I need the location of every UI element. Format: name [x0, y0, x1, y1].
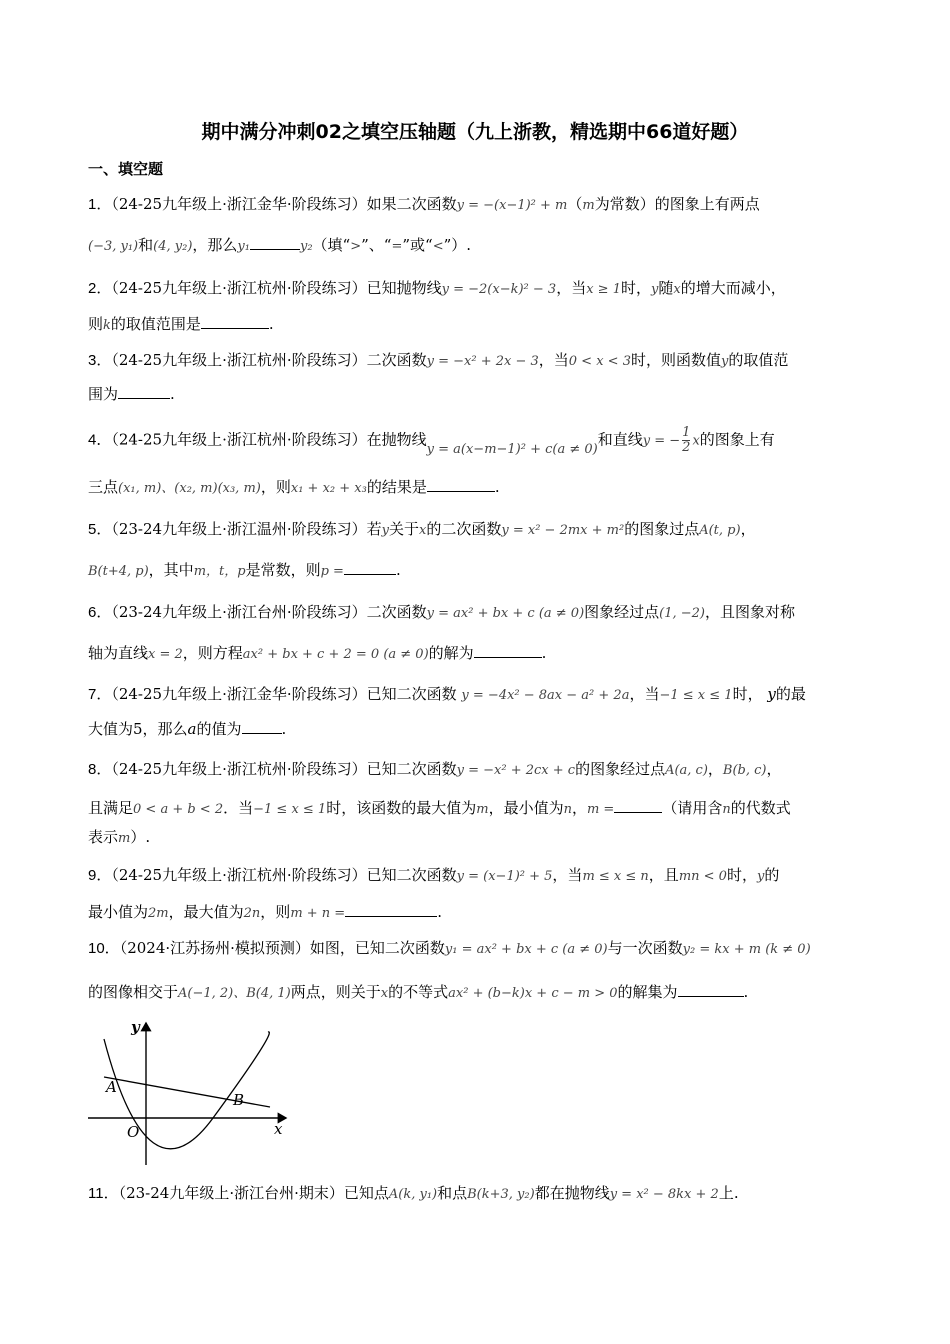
text: ，则 — [260, 903, 291, 921]
question-source: （24-25九年级上·浙江杭州·阶段练习） — [111, 430, 367, 449]
text: 已知抛物线 — [366, 279, 442, 297]
text: 时，该函数的最大值为 — [326, 799, 477, 817]
question-6-line-2 — [88, 641, 868, 667]
formula: = — [391, 239, 403, 254]
question-source: （23-24九年级上·浙江台州·阶段练习） — [111, 603, 367, 621]
text: ，当 — [556, 279, 587, 297]
question-source: （24-25九年级上·浙江杭州·阶段练习） — [111, 760, 367, 778]
question-number: 7． — [88, 686, 112, 703]
text: 的图像相交于 — [88, 983, 179, 1001]
text: 三点 — [88, 478, 119, 496]
formula: A(−1, 2)、B(4, 1) — [178, 986, 291, 1001]
formula: m + n = — [290, 906, 346, 921]
question-source: （2024·江苏扬州·模拟预测） — [119, 939, 310, 957]
text: 如图，已知二次函数 — [309, 939, 445, 957]
formula: 2n — [243, 906, 261, 921]
question-source: （24-25九年级上·浙江金华·阶段练习） — [111, 685, 367, 703]
answer-blank — [614, 798, 662, 813]
answer-blank — [678, 982, 744, 997]
formula: m — [476, 802, 489, 817]
text: （请用含 — [662, 799, 723, 817]
formula: y — [721, 354, 729, 369]
formula: y₂ — [299, 239, 313, 254]
formula: y = x² − 8kx + 2 — [609, 1187, 719, 1202]
formula: 0 < a + b < 2 — [133, 802, 224, 817]
x-axis-label: x — [274, 1120, 283, 1138]
formula: mn < 0 — [678, 869, 727, 884]
text: 的图象过点 — [624, 520, 700, 538]
formula: y = (x−1)² + 5 — [456, 869, 553, 884]
formula: m — [582, 198, 595, 213]
text: 的增大而减小， — [680, 279, 786, 297]
text: 已知二次函数 — [366, 760, 457, 778]
formula: A(a, c) — [665, 763, 708, 778]
answer-blank — [474, 643, 542, 658]
question-number: 1． — [88, 196, 112, 213]
formula: > — [350, 239, 362, 254]
question-7-line-2 — [88, 717, 868, 741]
text: 已知二次函数 — [366, 866, 457, 884]
text: 且满足 — [88, 799, 134, 817]
text: ，那么 — [192, 236, 238, 254]
text: ，当 — [552, 866, 583, 884]
question-8-line-2 — [88, 796, 868, 822]
formula: B(b, c) — [722, 763, 767, 778]
text: 的 — [764, 866, 780, 884]
text: （ — [567, 195, 583, 213]
formula: y — [381, 523, 389, 538]
question-2-line-1 — [88, 276, 868, 302]
question-7-line-1 — [88, 682, 868, 708]
formula: x — [380, 986, 389, 1001]
text: 图象经过点 — [584, 603, 660, 621]
text: 的解为 — [428, 644, 474, 662]
text: 两点，则关于 — [290, 983, 381, 1001]
question-source: （24-25九年级上·浙江杭州·阶段练习） — [111, 351, 367, 369]
text: . — [541, 644, 547, 662]
text: ， — [707, 760, 723, 778]
text: 已知二次函数 — [366, 685, 457, 703]
question-source: （24-25九年级上·浙江杭州·阶段练习） — [111, 279, 367, 297]
question-number: 9． — [88, 867, 112, 884]
question-10-line-2 — [88, 980, 868, 1006]
question-source: （23-24九年级上·浙江台州·期末） — [118, 1184, 344, 1202]
formula: B(t+4, p) — [88, 564, 149, 579]
text: 的图象上有 — [699, 430, 775, 449]
question-source: （23-24九年级上·浙江温州·阶段练习） — [111, 520, 367, 538]
text: ， — [571, 799, 587, 817]
formula: n — [722, 802, 731, 817]
formula: x₁ + x₂ + x₃ — [290, 481, 367, 496]
formula: y = −x² + 2x − 3 — [426, 354, 539, 369]
question-number: 11． — [88, 1185, 119, 1202]
text: 最小值为 — [88, 903, 149, 921]
question-number: 6． — [88, 604, 112, 621]
question-number: 2． — [88, 280, 112, 297]
answer-blank — [118, 384, 170, 399]
text: 都在抛物线 — [534, 1184, 610, 1202]
text: ，且图象对称 — [705, 603, 796, 621]
formula: y₂ = kx + m (k ≠ 0) — [682, 942, 811, 957]
origin-label: O — [127, 1123, 140, 1141]
fraction-denominator: 2 — [682, 440, 691, 455]
text: 的图象经过点 — [575, 760, 666, 778]
text: 若 — [366, 520, 382, 538]
text: ”、“ — [361, 236, 392, 254]
text: . — [268, 315, 274, 333]
formula: < — [432, 239, 444, 254]
formula: ax² + (b−k)x + c − m > 0 — [448, 986, 618, 1001]
text: 轴为直线 — [88, 644, 149, 662]
question-1-line-1 — [88, 192, 868, 218]
text: ，则 — [260, 478, 291, 496]
text: 二次函数 — [366, 351, 427, 369]
formula: x — [673, 282, 681, 297]
question-8-line-3 — [88, 825, 868, 851]
question-6-line-1 — [88, 600, 868, 626]
text: 已知点 — [343, 1184, 389, 1202]
formula: x ≥ 1 — [586, 282, 621, 297]
text: 为常数）的图象上有两点 — [594, 195, 760, 213]
text: 表示 — [88, 828, 119, 846]
question-source: （24-25九年级上·浙江金华·阶段练习） — [111, 195, 367, 213]
text: 和直线 — [597, 430, 643, 449]
question-10-line-1 — [88, 936, 868, 962]
question-number: 3． — [88, 352, 112, 369]
fraction — [682, 426, 690, 455]
text: ，当 — [538, 351, 569, 369]
straight-line — [104, 1077, 270, 1107]
question-2-line-2 — [88, 312, 868, 338]
formula: y = −2(x−k)² − 3 — [441, 282, 557, 297]
question-5-line-2 — [88, 558, 868, 584]
formula: m = — [586, 802, 615, 817]
formula: y = −(x−1)² + m — [456, 198, 568, 213]
formula: −1 ≤ x ≤ 1 — [659, 688, 733, 703]
formula: y = ax² + bx + c (a ≠ 0) — [426, 606, 585, 621]
text: 的最 — [775, 685, 806, 703]
text: 和 — [138, 236, 154, 254]
function-graph — [88, 1017, 298, 1169]
question-number: 5． — [88, 521, 112, 538]
section-heading: 一、填空题 — [88, 160, 164, 178]
question-3-line-1 — [88, 348, 868, 374]
formula: a — [187, 720, 197, 738]
text: 上. — [718, 1184, 739, 1202]
text: ，当 — [629, 685, 660, 703]
point-b-label: B — [233, 1091, 245, 1109]
text: （填“ — [312, 236, 351, 254]
text: ，且 — [648, 866, 679, 884]
formula: (1, −2) — [659, 606, 705, 621]
answer-blank — [250, 235, 300, 250]
formula: p = — [320, 564, 344, 579]
formula: m ≤ x ≤ n — [582, 869, 649, 884]
formula: x = 2 — [148, 647, 183, 662]
question-number: 4． — [88, 431, 112, 449]
text: 时， — [620, 279, 651, 297]
question-4-line-2 — [88, 475, 868, 501]
formula: y = a(x−m−1)² + c(a ≠ 0) — [426, 441, 598, 457]
formula: m — [118, 831, 131, 846]
text: 时， — [726, 866, 757, 884]
formula: (x₁, m)、(x₂, m)(x₃, m) — [118, 481, 261, 496]
text: ，其中 — [148, 561, 194, 579]
question-9-line-2 — [88, 900, 868, 926]
text: 围为 — [88, 385, 119, 403]
formula: 2m — [148, 906, 169, 921]
text: 和点 — [437, 1184, 468, 1202]
question-number: 10． — [88, 940, 120, 957]
question-4-line-1 — [88, 426, 868, 455]
formula: B(k+3, y₂) — [467, 1187, 535, 1202]
formula: y = −4x² − 8ax − a² + 2a — [461, 688, 630, 703]
formula: (4, y₂) — [153, 239, 193, 254]
text: ， — [766, 760, 782, 778]
formula: m，t，p — [193, 564, 246, 579]
text: ”）. — [443, 236, 472, 254]
text: 与一次函数 — [607, 939, 683, 957]
answer-blank — [201, 314, 269, 329]
text: ，最小值为 — [488, 799, 564, 817]
text: . — [743, 983, 749, 1001]
text: ．当 — [223, 799, 254, 817]
text: ，则方程 — [182, 644, 243, 662]
text: 关于 — [389, 520, 420, 538]
text: 的结果是 — [366, 478, 427, 496]
text: ”或“ — [402, 236, 433, 254]
formula: y₁ = ax² + bx + c (a ≠ 0) — [444, 942, 608, 957]
formula: y = x² − 2mx + m² — [501, 523, 625, 538]
text: 时，则函数值 — [630, 351, 721, 369]
y-axis-label: y — [131, 1018, 140, 1036]
answer-blank — [427, 477, 495, 492]
question-9-line-1 — [88, 863, 868, 889]
text: 的取值范 — [728, 351, 789, 369]
text: . — [494, 478, 500, 496]
text: 是常数，则 — [245, 561, 321, 579]
question-5-line-1 — [88, 517, 868, 543]
question-11-line-1 — [88, 1181, 868, 1207]
formula: −1 ≤ x ≤ 1 — [253, 802, 327, 817]
formula: n — [563, 802, 572, 817]
formula: 0 < x < 3 — [568, 354, 631, 369]
text: 的二次函数 — [426, 520, 502, 538]
text: . — [170, 385, 175, 403]
text: 则 — [88, 315, 104, 333]
text: 的解集为 — [617, 983, 678, 1001]
text: 二次函数 — [366, 603, 427, 621]
answer-blank — [242, 719, 282, 734]
text: 随 — [658, 279, 674, 297]
formula: y = −x² + 2cx + c — [456, 763, 576, 778]
formula: x — [419, 523, 427, 538]
question-number: 8． — [88, 761, 112, 778]
point-a-label: A — [106, 1078, 117, 1096]
answer-blank — [344, 560, 396, 575]
text: 如果二次函数 — [366, 195, 457, 213]
formula: k — [103, 318, 111, 333]
formula: A(k, y₁) — [388, 1187, 438, 1202]
page-title: 期中满分冲刺02之填空压轴题（九上浙教，精选期中66道好题） — [201, 121, 749, 143]
text: ，最大值为 — [168, 903, 244, 921]
question-8-line-1 — [88, 757, 868, 783]
formula: y — [767, 685, 776, 703]
formula: ax² + bx + c + 2 = 0 (a ≠ 0) — [242, 647, 429, 662]
formula: y₁ — [237, 239, 250, 254]
answer-blank — [345, 902, 437, 917]
question-source: （24-25九年级上·浙江杭州·阶段练习） — [111, 866, 367, 884]
text: 在抛物线 — [366, 430, 427, 449]
question-3-line-2 — [88, 382, 868, 406]
formula: (−3, y₁) — [88, 239, 139, 254]
text: . — [395, 561, 401, 579]
text: ， — [740, 520, 756, 538]
text: 的取值范围是 — [110, 315, 201, 333]
text: 大值为5，那么 — [88, 720, 188, 738]
formula: A(t, p) — [699, 523, 741, 538]
text: ）. — [130, 828, 151, 846]
question-1-line-2 — [88, 233, 868, 259]
formula: y = − — [642, 433, 681, 449]
formula: y — [756, 869, 765, 884]
formula: x — [692, 433, 700, 449]
formula: y — [651, 282, 659, 297]
text: . — [281, 720, 287, 738]
text: 的代数式 — [730, 799, 791, 817]
text: 的值为 — [196, 720, 242, 738]
fraction-numerator: 1 — [682, 425, 691, 440]
text: . — [437, 903, 442, 921]
text: 时， — [732, 685, 763, 703]
text: 的不等式 — [388, 983, 449, 1001]
